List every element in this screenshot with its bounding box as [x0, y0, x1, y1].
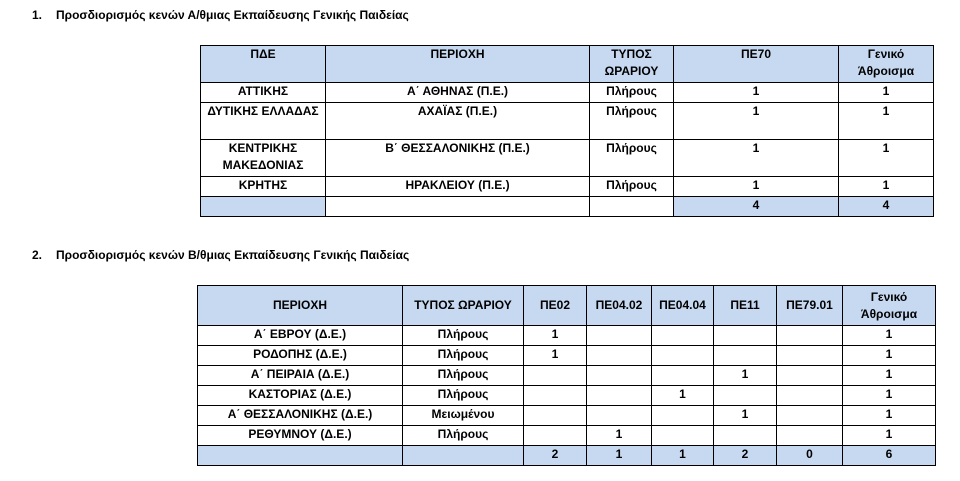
- table-header-row: [201, 46, 934, 83]
- section-1-title: Προσδιορισμός κενών Α/θμιας Εκπαίδευσης Γενικής Παιδείας: [56, 8, 409, 22]
- cell-area: ΡΟΔΟΠΗΣ (Δ.Ε.): [198, 346, 403, 366]
- cell-schedule: Πλήρους: [403, 326, 524, 346]
- col-header-schedule: ΤΥΠΟΣ ΩΡΑΡΙΟΥ: [403, 286, 524, 326]
- cell-total-pe79-01: 0: [777, 446, 843, 466]
- table-row: [201, 140, 934, 177]
- table-row: [198, 326, 936, 346]
- cell-pe11: [714, 386, 777, 406]
- cell-pde: ΚΕΝΤΡΙΚΗΣ ΜΑΚΕΔΟΝΙΑΣ: [201, 140, 326, 177]
- cell-pe11: [714, 346, 777, 366]
- cell-area: Α΄ ΑΘΗΝΑΣ (Π.Ε.): [326, 83, 590, 103]
- cell-schedule: Πλήρους: [590, 103, 674, 140]
- cell-pe04-04: [652, 406, 714, 426]
- cell-total: 1: [843, 346, 936, 366]
- table-row: [198, 366, 936, 386]
- cell-pe02: 1: [524, 326, 587, 346]
- cell-total: 1: [843, 326, 936, 346]
- cell-total: 1: [839, 140, 934, 177]
- cell-pe79-01: [777, 406, 843, 426]
- section-2-heading: [32, 248, 409, 262]
- cell-pe02: 1: [524, 346, 587, 366]
- col-header-pe70: ΠΕ70: [674, 46, 839, 83]
- section-2-number: 2.: [32, 248, 43, 262]
- col-header-area: ΠΕΡΙΟΧΗ: [198, 286, 403, 326]
- totals-row: [198, 446, 936, 466]
- cell-area: ΗΡΑΚΛΕΙΟΥ (Π.Ε.): [326, 177, 590, 197]
- cell-pe02: [524, 366, 587, 386]
- cell-total: 1: [843, 406, 936, 426]
- cell-pe04-02: [587, 346, 652, 366]
- cell-total-pe70: 4: [674, 197, 839, 217]
- cell-pe04-02: [587, 406, 652, 426]
- col-header-pe11: ΠΕ11: [714, 286, 777, 326]
- cell-total-empty: [201, 197, 326, 217]
- cell-schedule: Πλήρους: [403, 346, 524, 366]
- col-header-pe79-01: ΠΕ79.01: [777, 286, 843, 326]
- table-row: [198, 406, 936, 426]
- cell-pe11: [714, 426, 777, 446]
- table-primary-vacancies: [200, 45, 934, 217]
- cell-total-empty: [590, 197, 674, 217]
- col-header-schedule: ΤΥΠΟΣ ΩΡΑΡΙΟΥ: [590, 46, 674, 83]
- cell-pe70: 1: [674, 177, 839, 197]
- section-1-heading: [32, 8, 409, 22]
- cell-pe02: [524, 406, 587, 426]
- col-header-total: Γενικό Άθροισμα: [839, 46, 934, 83]
- cell-schedule: Πλήρους: [403, 426, 524, 446]
- cell-pe04-02: [587, 326, 652, 346]
- cell-grand-total: 4: [839, 197, 934, 217]
- table-header-row: [198, 286, 936, 326]
- cell-pe11: 1: [714, 366, 777, 386]
- cell-pe04-04: [652, 326, 714, 346]
- cell-total-empty: [326, 197, 590, 217]
- cell-pe11: [714, 326, 777, 346]
- cell-schedule: Πλήρους: [403, 386, 524, 406]
- cell-pde: ΚΡΗΤΗΣ: [201, 177, 326, 197]
- col-header-pde: ΠΔΕ: [201, 46, 326, 83]
- cell-pe04-02: [587, 386, 652, 406]
- cell-pe04-04: 1: [652, 386, 714, 406]
- cell-pde: ΔΥΤΙΚΗΣ ΕΛΛΑΔΑΣ: [201, 103, 326, 140]
- table-row: [201, 177, 934, 197]
- cell-area: ΚΑΣΤΟΡΙΑΣ (Δ.Ε.): [198, 386, 403, 406]
- cell-pe04-02: 1: [587, 426, 652, 446]
- totals-row: [201, 197, 934, 217]
- table-row: [201, 103, 934, 140]
- cell-pe70: 1: [674, 140, 839, 177]
- cell-pe04-04: [652, 346, 714, 366]
- cell-schedule: Πλήρους: [403, 366, 524, 386]
- cell-area: Α΄ ΠΕΙΡΑΙΑ (Δ.Ε.): [198, 366, 403, 386]
- cell-total-pe04-04: 1: [652, 446, 714, 466]
- col-header-total: Γενικό Άθροισμα: [843, 286, 936, 326]
- cell-total: 1: [843, 386, 936, 406]
- cell-pe70: 1: [674, 103, 839, 140]
- cell-area: Α΄ ΘΕΣΣΑΛΟΝΙΚΗΣ (Δ.Ε.): [198, 406, 403, 426]
- cell-schedule: Πλήρους: [590, 83, 674, 103]
- cell-total-pe02: 2: [524, 446, 587, 466]
- cell-pe79-01: [777, 386, 843, 406]
- cell-pe04-04: [652, 366, 714, 386]
- cell-pe79-01: [777, 346, 843, 366]
- cell-schedule: Μειωμένου: [403, 406, 524, 426]
- cell-total-pe04-02: 1: [587, 446, 652, 466]
- cell-total-pe11: 2: [714, 446, 777, 466]
- cell-total-empty: [403, 446, 524, 466]
- table-row: [198, 346, 936, 366]
- col-header-pe02: ΠΕ02: [524, 286, 587, 326]
- cell-total: 1: [843, 426, 936, 446]
- cell-pe79-01: [777, 366, 843, 386]
- cell-schedule: Πλήρους: [590, 177, 674, 197]
- cell-area: Β΄ ΘΕΣΣΑΛΟΝΙΚΗΣ (Π.Ε.): [326, 140, 590, 177]
- cell-area: ΑΧΑΪΑΣ (Π.Ε.): [326, 103, 590, 140]
- cell-pde: ΑΤΤΙΚΗΣ: [201, 83, 326, 103]
- cell-pe79-01: [777, 326, 843, 346]
- cell-total: 1: [839, 103, 934, 140]
- section-1-number: 1.: [32, 8, 43, 22]
- cell-pe04-04: [652, 426, 714, 446]
- col-header-pe04-02: ΠΕ04.02: [587, 286, 652, 326]
- col-header-area: ΠΕΡΙΟΧΗ: [326, 46, 590, 83]
- table-secondary-vacancies: [197, 285, 936, 466]
- cell-area: ΡΕΘΥΜΝΟΥ (Δ.Ε.): [198, 426, 403, 446]
- cell-total: 1: [843, 366, 936, 386]
- cell-pe11: 1: [714, 406, 777, 426]
- cell-total: 1: [839, 83, 934, 103]
- cell-pe79-01: [777, 426, 843, 446]
- cell-pe02: [524, 386, 587, 406]
- cell-pe04-02: [587, 366, 652, 386]
- cell-schedule: Πλήρους: [590, 140, 674, 177]
- cell-pe70: 1: [674, 83, 839, 103]
- cell-area: Α΄ ΕΒΡΟΥ (Δ.Ε.): [198, 326, 403, 346]
- cell-pe02: [524, 426, 587, 446]
- table-row: [198, 386, 936, 406]
- table-row: [198, 426, 936, 446]
- section-2-title: Προσδιορισμός κενών Β/θμιας Εκπαίδευσης Γενικής Παιδείας: [56, 248, 410, 262]
- cell-grand-total: 6: [843, 446, 936, 466]
- col-header-pe04-04: ΠΕ04.04: [652, 286, 714, 326]
- cell-total-empty: [198, 446, 403, 466]
- table-row: [201, 83, 934, 103]
- cell-total: 1: [839, 177, 934, 197]
